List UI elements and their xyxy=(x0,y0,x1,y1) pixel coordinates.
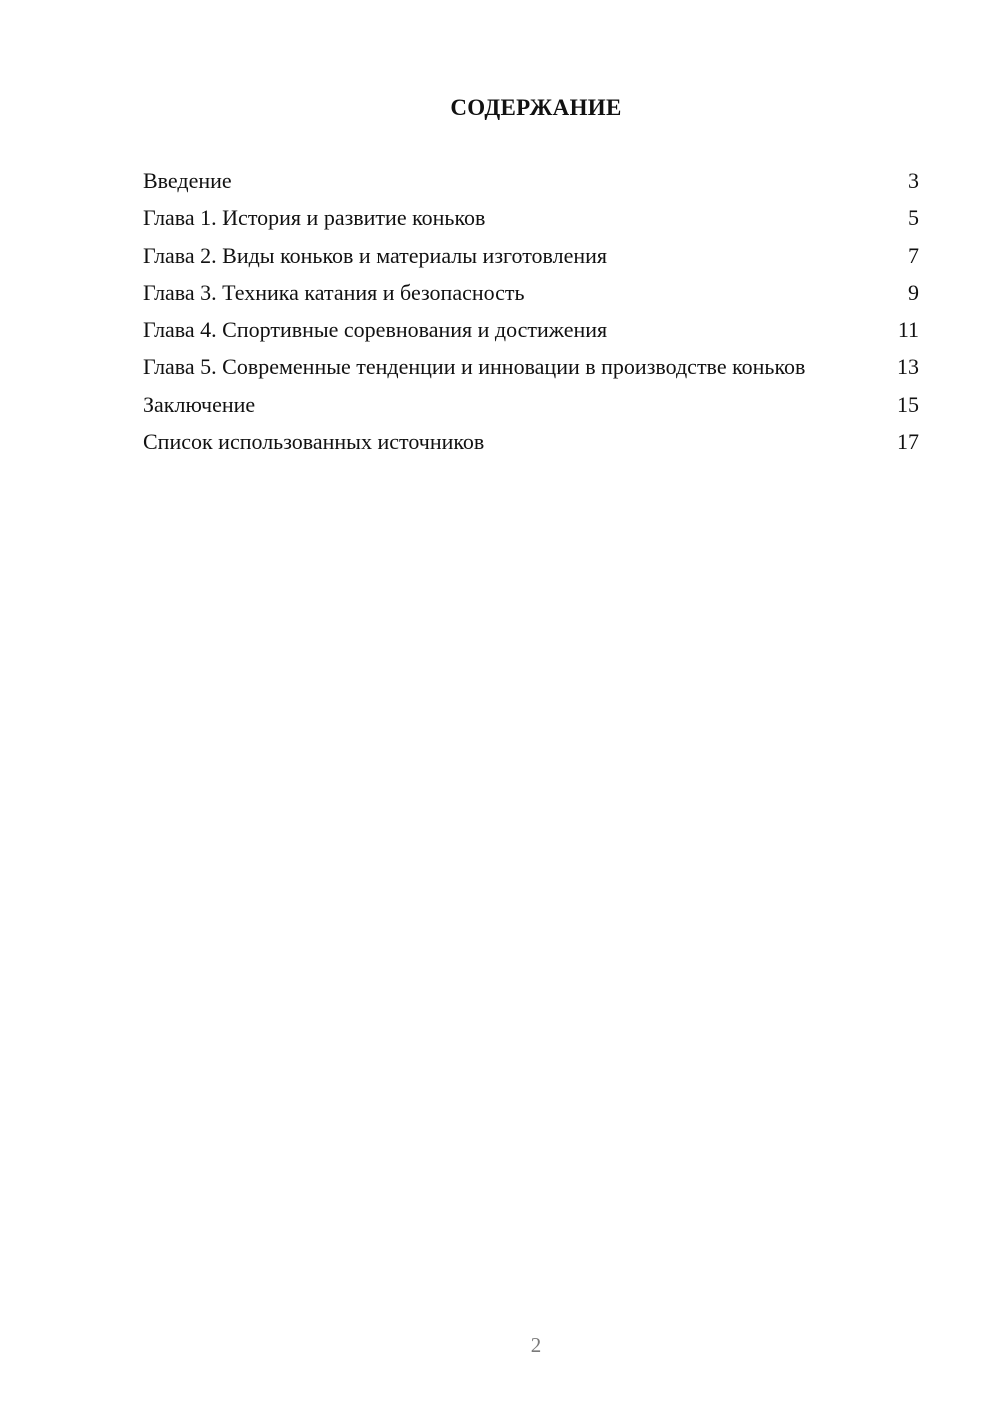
toc-entry-page: 11 xyxy=(897,317,919,343)
toc-entry-chapter-2[interactable] xyxy=(143,242,919,270)
table-of-contents xyxy=(143,167,919,465)
toc-entry-page: 5 xyxy=(908,205,919,231)
toc-entry-page: 7 xyxy=(908,242,919,268)
toc-entry-chapter-3[interactable] xyxy=(143,279,919,307)
page-title: СОДЕРЖАНИЕ xyxy=(450,95,622,120)
toc-entry-title: Глава 5. Современные тенденции и инновации в производстве коньков xyxy=(143,354,806,380)
toc-entry-chapter-1[interactable] xyxy=(143,204,919,232)
toc-entry-title: Введение xyxy=(143,168,232,193)
toc-entry-title: Глава 3. Техника катания и безопасность xyxy=(143,279,525,305)
toc-entry-chapter-5[interactable] xyxy=(143,353,919,381)
toc-entry-introduction[interactable] xyxy=(143,167,919,195)
toc-entry-page: 17 xyxy=(897,429,919,455)
toc-entry-page: 15 xyxy=(897,391,919,417)
toc-entry-references[interactable] xyxy=(143,428,919,456)
toc-entry-title: Заключение xyxy=(143,391,256,417)
toc-entry-title: Глава 4. Спортивные соревнования и достижения xyxy=(143,317,608,343)
toc-entry-title: Глава 2. Виды коньков и материалы изготовления xyxy=(143,242,608,268)
toc-entry-chapter-4[interactable] xyxy=(143,316,919,344)
toc-entry-page: 3 xyxy=(908,168,919,193)
toc-entry-title: Список использованных источников xyxy=(143,429,485,455)
toc-entry-page: 13 xyxy=(897,354,919,380)
page-number: 2 xyxy=(530,1333,542,1357)
toc-entry-page: 9 xyxy=(908,279,919,305)
toc-entry-title: Глава 1. История и развитие коньков xyxy=(143,205,486,231)
toc-entry-conclusion[interactable] xyxy=(143,391,919,419)
